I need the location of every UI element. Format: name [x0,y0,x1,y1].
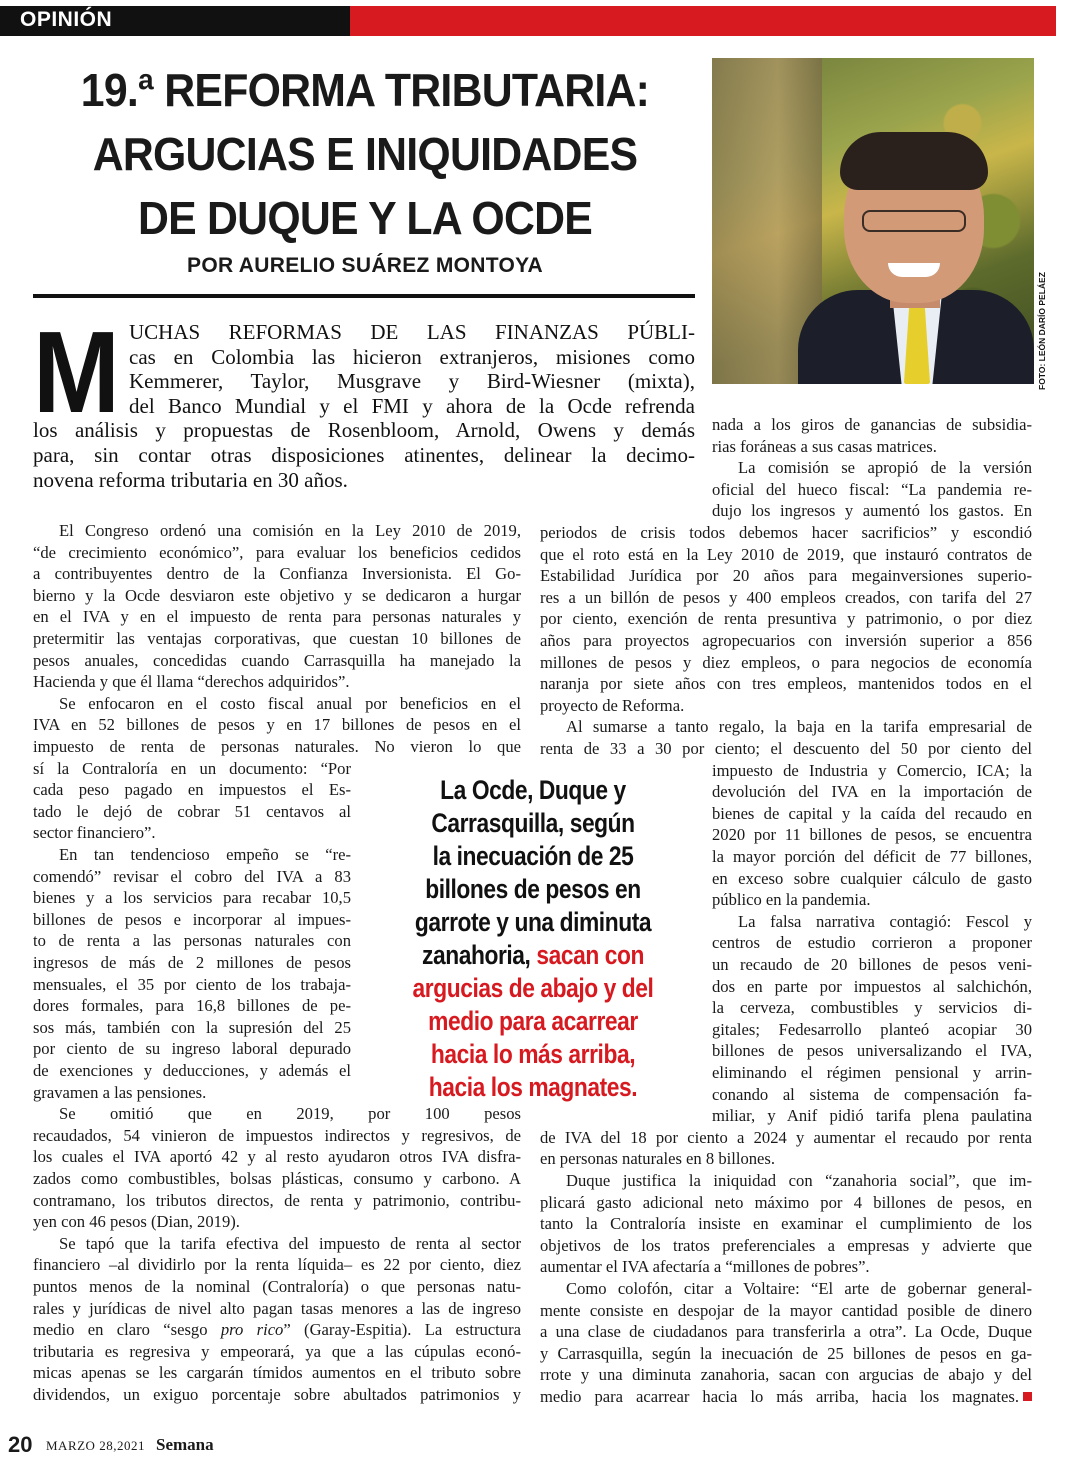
lead-line: novena reforma tributaria en 30 años. [33,467,348,492]
column-line: Se tapó que la tarifa efectiva del impuesto de renta al sector [59,1233,521,1253]
column-line: zados como combustibles, bolsas plásticas, consumo y carbono. A [33,1169,521,1188]
column-line: dos en parte por impuestos al salchichón, [712,976,1032,996]
column-line: res a un billón de pesos y 400 empleos creados, con tarifa del 27 [540,587,1032,607]
column-line: por ciento de su ingreso laboral depurado [33,1039,351,1059]
column-line: yen con 46 pesos (Dian, 2019). [33,1212,240,1232]
column-line: periodos de crisis todos debemos hacer sacrificios” y escondió [540,523,1032,542]
column-line: recaudados, 54 vinieron de impuestos indirectos y regresivos, de [33,1125,521,1145]
column-line: Como colofón, citar a Voltaire: “El arte de gobernar general- [566,1279,1032,1298]
column-line: bienes de capital y la caída del recaudo en [712,803,1032,823]
column-line: en personas naturales en 8 billones. [540,1149,776,1169]
headline [44,58,686,250]
column-line: renta de 33 a 30 por ciento; el descuento del 50 por ciento del [540,739,1032,758]
column-line: mensuales, el 35 por ciento de los trabaja- [33,974,351,994]
column-line: a contribuyentes dentro de la Confianza Inversionista. El Go- [33,564,521,584]
column-line: En tan tendencioso empeño se “re- [59,845,351,864]
column-line: los cuales el IVA aportó 42 y al resto ayudaron otros IVA disfra- [33,1147,521,1167]
pull-quote-line: Carrasquilla, según [431,808,635,838]
column-line: la mayor porción del déficit de 77 billones, [712,847,1032,866]
column-line: dores formales, para 16,8 billones de pe- [33,996,351,1016]
column-line: billones de pesos universalizando el IVA, [712,1041,1032,1061]
photo-smile [888,263,940,277]
column-line: “de crecimiento económico”, para evaluar los beneficios cedidos [33,542,521,562]
pull-quote-line: billones de pesos en [425,874,641,904]
column-line: por ciento, exención de renta presuntiva y patrimonio, o por diez [540,609,1032,629]
column-line: IVA en 52 billones de pesos y en 17 billones de pesos en el [33,715,521,735]
column-line: conando al sistema de compensación fa- [712,1084,1032,1104]
column-line: centros de estudio corrieron a proponer [712,933,1032,953]
column-line: gitales; Fedesarrollo planteó acopiar 30 [712,1019,1032,1039]
column-line: naranja por siete años con tres empleos, mantenidos todos en el [540,674,1032,694]
column-line: Hacienda y que él llama “derechos adquiridos”. [33,672,350,692]
headline-line: 19.ª REFORMA TRIBUTARIA: [80,64,650,116]
lead-line: los análisis y propuestas de Rosenbloom, Arnold, Owens y demás [33,418,695,443]
column-line: micas apenas se les cargarán tímidos aumentos en el tributo sobre [33,1363,521,1383]
column-line: Duque justifica la iniquidad con “zanahoria social”, que im- [566,1171,1032,1190]
pull-quote-line: garrote y una diminuta [414,907,652,937]
column-line: público en la pandemia. [712,890,871,910]
pull-quote-line: hacia lo más arriba, [430,1039,636,1069]
pull-quote-line: hacia los magnates. [428,1072,638,1102]
column-line: 2020 por 11 billones de pesos, se encuentra [712,825,1032,845]
column-line: mente consiste en despojar de la mayor cantidad posible de dinero [540,1300,1032,1320]
column-line: objetivos de los tratos preferenciales a empresas y advierte que [540,1235,1032,1255]
column-line: plicará gasto adicional neto máximo por 4 billones de pesos, en [540,1192,1032,1212]
column-line: dividendos, un exiguo porcentaje sobre abultados patrimonios y [33,1385,521,1404]
column-line: un recaudo de 20 billones de pesos veni- [712,955,1032,974]
column-line: puntos menos de la nominal (Contraloría) o que personas natu- [33,1277,521,1296]
pull-quote-line: medio para acarrear [428,1006,638,1036]
column-line: eliminando el régimen pensional y arrin- [712,1063,1032,1082]
column-line: contramano, los tributos directos, de renta y patrimonio, contribu- [33,1190,521,1210]
column-line: gravamen a las pensiones. [33,1082,207,1102]
column-line: La falsa narrativa contagió: Fescol y [738,911,1032,931]
pull-quote-line: argucias de abajo y del [412,973,654,1003]
headline-rule [33,294,695,298]
column-line: que el roto está en la Ley 2010 de 2019, que instauró contratos de [540,544,1032,564]
column-line: La comisión se apropió de la versión [738,458,1032,478]
column-line: bienes y a los servicios para recabar 10,5 [33,888,351,908]
column-line: nada a los giros de ganancias de subsidia- [712,415,1032,434]
byline: POR AURELIO SUÁREZ MONTOYA [187,254,543,277]
column-line: tado le dejó de cobrar 51 centavos al [33,801,351,821]
column-line: medio para acarrear hacia lo más arriba, hacia los magnates. [540,1386,1032,1408]
column-line: en el IVA y en el impuesto de renta para personas naturales y [33,607,521,627]
column-line: aumentar el IVA afectaría a “millones de pobres”. [540,1257,870,1277]
column-line: impuesto de renta de personas naturales. No vieron lo que [33,737,521,756]
column-line: sos más, también con la supresión del 25 [33,1017,351,1037]
headline-line: DE DUQUE Y LA OCDE [137,192,593,244]
column-line: Se enfocaron en el costo fiscal anual por beneficios en el [59,693,521,713]
pull-quote-line-mixed [396,939,669,972]
column-line: años para proyectos agropecuarios con inversión superior a 856 [540,631,1032,650]
lead-line: del Banco Mundial y el FMI y ahora de la Ocde refrenda [129,393,695,418]
photo-credit: FOTO: LEÓN DARÍO PELÁEZ [1037,272,1047,390]
photo-glasses [862,210,966,232]
lead-line: para, sin contar otras disposiciones atinentes, delinear la decimo- [33,443,695,467]
section-label: OPINIÓN [20,8,113,31]
pull-quote-line: la inecuación de 25 [432,841,634,871]
column-line: comendó” revisar el cobro del IVA a 83 [33,866,351,886]
column-line: millones de pesos y diez empleos, o para negocios de economía [540,652,1032,672]
column-line: Estabilidad Jurídica por 20 años para megainversiones superio- [540,566,1032,586]
column-line: sector financiero”. [33,823,156,843]
column-line: y Carrasquilla, según la inecuación de 25 billones de pesos en ga- [540,1343,1032,1363]
headline-line: ARGUCIAS E INIQUIDADES [92,128,638,180]
column-line: de IVA del 18 por ciento a 2024 y aumentar el recaudo por renta [540,1127,1032,1147]
column-line: Al sumarse a tanto regalo, la baja en la tarifa empresarial de [566,717,1032,737]
lead-line: cas en Colombia las hicieron extranjeros, misiones como [129,344,695,369]
column-line: cada peso pagado en impuestos el Es- [33,780,351,800]
column-line: tributaria es regresiva y empeorará, ya que a las cúpulas econó- [33,1341,521,1361]
pull-quote-black-part: zanahoria, [422,940,531,970]
column-line: billones de pesos e incorporar al impues- [33,909,351,929]
column-line: to de renta a las personas naturales con [33,931,351,951]
column-line: devolución del IVA en la importación de [712,782,1032,802]
column-line: proyecto de Reforma. [540,695,685,715]
pull-quote [374,774,692,1104]
lead-line: UCHAS REFORMAS DE LAS FINANZAS PÚBLI- [129,320,695,344]
column-line: financiero –al dividirlo por la renta líquida– es 22 por ciento, diez [33,1255,521,1275]
column-line: rias foráneas a sus casas matrices. [712,436,937,456]
column-line: oficial del hueco fiscal: “La pandemia re- [712,479,1032,499]
column-line: miliar, y Anif pidió tarifa plena paulatina [712,1106,1032,1126]
column-line: de exenciones y deducciones, y además el [33,1061,351,1080]
photo-hair [840,132,988,190]
pull-quote-line: La Ocde, Duque y [440,775,626,805]
column-line: sí la Contraloría en un documento: “Por [33,758,351,778]
section-bar-red [350,6,1056,36]
column-line: a una clase de ciudadanos para transferirla a otra”. La Ocde, Duque [540,1322,1032,1342]
column-line: tanto la Contraloría insiste en examinar el cumplimiento de los [540,1214,1032,1234]
column-line: impuesto de Industria y Comercio, ICA; la [712,760,1032,780]
column-line: rrote y una diminuta zanahoria, sacan con argucias de abajo y del [540,1365,1032,1385]
column-line: rales y jurídicas de nivel alto pagan tasas menores a las de ingreso [33,1298,521,1318]
pull-quote-red-part: sacan con [536,940,644,970]
magazine-name: Semana [156,1435,214,1454]
column-line: Se omitió que en 2019, por 100 pesos [59,1104,521,1124]
page-number: 20 [8,1432,33,1457]
column-line: pretermitir las ventajas corporativas, que cuestan 10 billones de [33,629,521,648]
section-header-bar [0,6,1056,36]
column-line: en exceso sobre cualquier cálculo de gasto [712,868,1032,888]
column-line: bierno y la Ocde desviaron este objetivo y se dedicaron a hurgar [33,585,521,605]
end-mark-icon [1023,1392,1032,1401]
column-line: El Congreso ordenó una comisión en la Ley 2010 de 2019, [59,521,521,540]
column-line: ingresos de más de 2 millones de pesos [33,953,351,972]
drop-cap: M [33,307,120,437]
column-line: medio en claro “sesgo pro rico” (Garay-Espitia). La estructura [33,1320,521,1340]
lead-line: Kemmerer, Taylor, Musgrave y Bird-Wiesner (mixta), [129,369,695,394]
author-photo [712,58,1034,384]
column-line: la cerveza, combustibles y servicios di- [712,998,1032,1018]
issue-date: MARZO 28,2021 [46,1438,145,1453]
column-line: dujo los ingresos y aumentó los gastos. En [712,501,1032,521]
column-line: pesos anuales, concedidas cuando Carrasquilla ha manejado la [33,650,521,670]
